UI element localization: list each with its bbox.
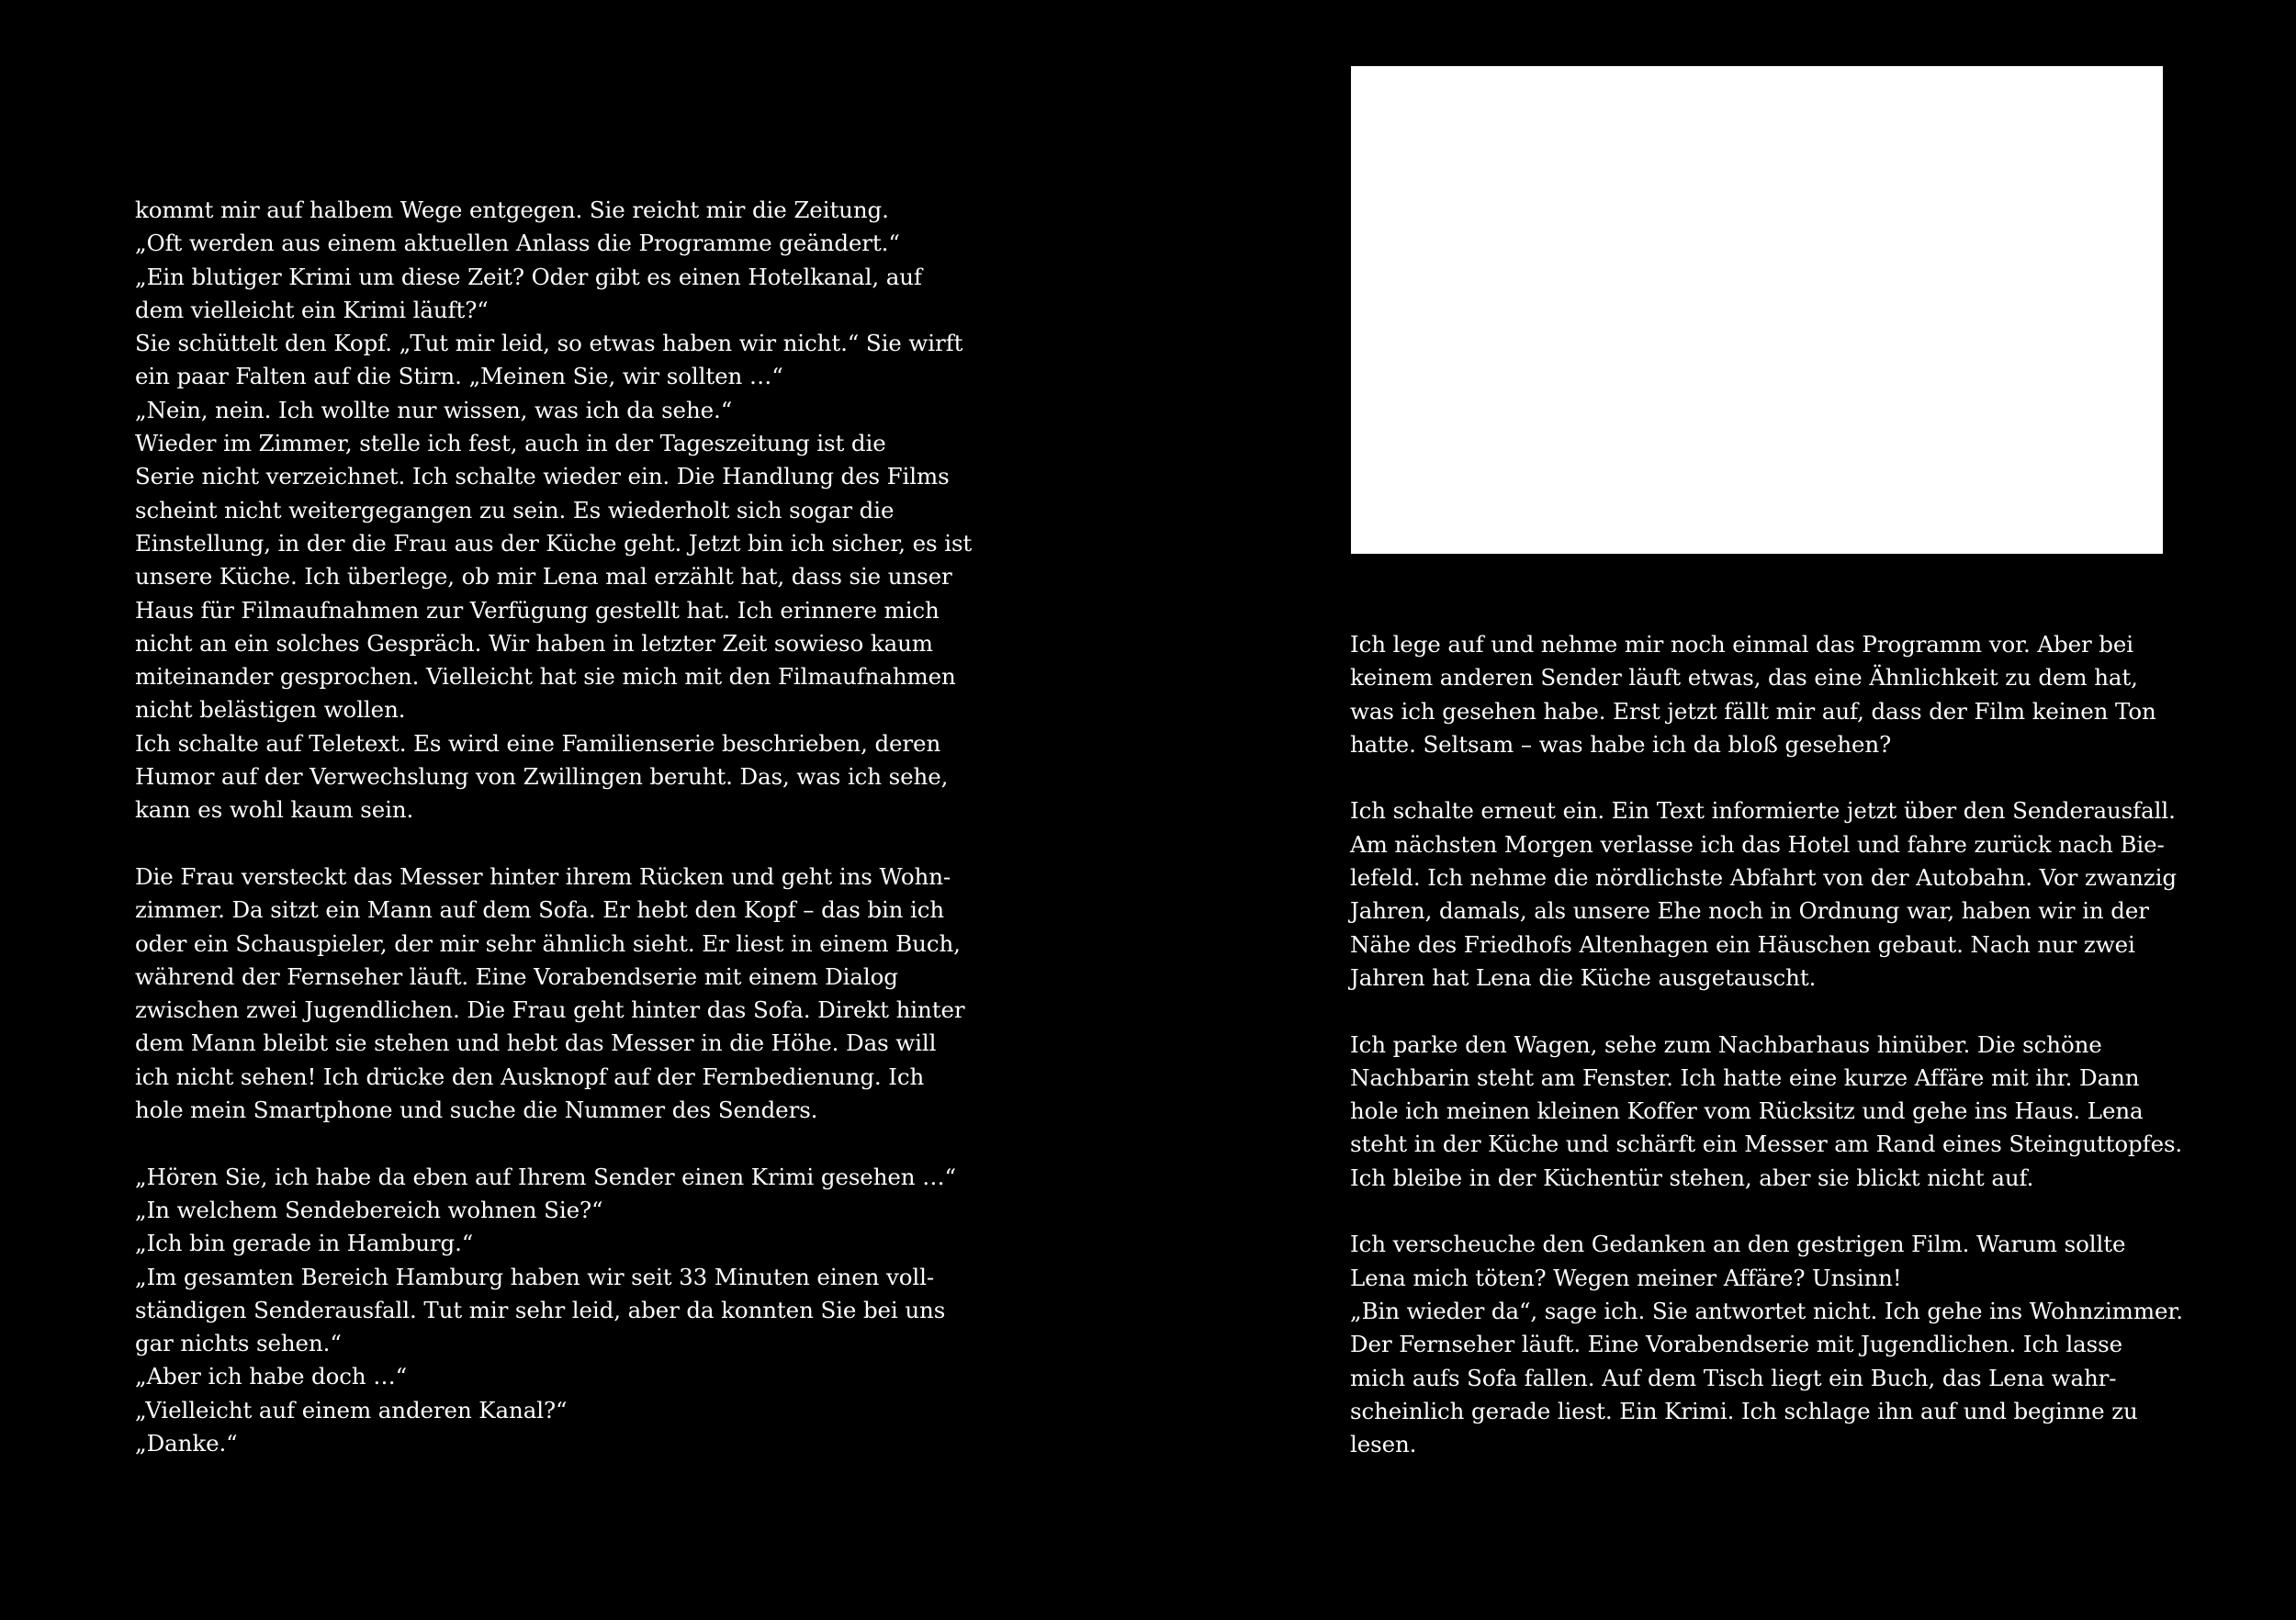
text-line: Sie schüttelt den Kopf. „Tut mir leid, so etwas haben wir nicht.“ Sie wirft [135,330,963,357]
text-line: „Bin wieder da“, sage ich. Sie antwortet nicht. Ich gehe ins Wohnzimmer. [1350,1297,2183,1324]
text-line: Jahren hat Lena die Küche ausgetauscht. [1350,963,1817,991]
text-line: „Nein, nein. Ich wollte nur wissen, was ich da sehe.“ [135,396,733,423]
text-line: Ich bleibe in der Küchentür stehen, aber sie blickt nicht auf. [1350,1164,2034,1191]
text-line: „Im gesamten Bereich Hamburg haben wir seit 33 Minuten einen voll- [135,1263,935,1290]
text-line: unsere Küche. Ich überlege, ob mir Lena mal erzählt hat, dass sie unser [135,563,952,591]
text-line: hole ich meinen kleinen Koffer vom Rücksitz und gehe ins Haus. Lena [1350,1097,2144,1125]
text-line: Humor auf der Verwechslung von Zwillingen beruht. Das, was ich sehe, [135,763,949,791]
text-line: Ich schalte auf Teletext. Es wird eine Familienserie beschrieben, deren [135,729,941,757]
text-line: was ich gesehen habe. Erst jetzt fällt mir auf, dass der Film keinen Ton [1350,697,2156,725]
text-line: scheinlich gerade liest. Ein Krimi. Ich schlage ihn auf und beginne zu [1350,1397,2138,1424]
text-line: mich aufs Sofa fallen. Auf dem Tisch liegt ein Buch, das Lena wahr- [1350,1364,2117,1391]
text-line: zimmer. Da sitzt ein Mann auf dem Sofa. Er hebt den Kopf – das bin ich [135,896,945,924]
text-line: Der Fernseher läuft. Eine Vorabendserie mit Jugendlichen. Ich lasse [1350,1331,2123,1358]
text-line: Wieder im Zimmer, stelle ich fest, auch in der Tageszeitung ist die [135,430,886,457]
text-line: Nähe des Friedhofs Altenhagen ein Häuschen gebaut. Nach nur zwei [1350,930,2135,958]
paragraph-gap [1350,1195,2177,1228]
text-line: steht in der Küche und schärft ein Messer am Rand eines Steinguttopfes. [1350,1131,2183,1158]
text-line: miteinander gesprochen. Vielleicht hat sie mich mit den Filmaufnahmen [135,663,956,691]
text-line: keinem anderen Sender läuft etwas, das eine Ähnlichkeit zu dem hat, [1350,664,2138,692]
text-line: während der Fernseher läuft. Eine Vorabendserie mit einem Dialog [135,962,898,990]
text-line: Jahren, damals, als unsere Ehe noch in Ordnung war, haben wir in der [1350,897,2149,925]
paragraph-gap [1350,761,2177,794]
text-line: zwischen zwei Jugendlichen. Die Frau geht hinter das Sofa. Direkt hinter [135,996,965,1024]
text-line: nicht an ein solches Gespräch. Wir haben in letzter Zeit sowieso kaum [135,629,933,657]
text-line: „In welchem Sendebereich wohnen Sie?“ [135,1196,603,1223]
text-line: „Hören Sie, ich habe da eben auf Ihrem Sender einen Krimi gesehen …“ [135,1163,956,1190]
text-line: gar nichts sehen.“ [135,1330,342,1357]
text-line: kommt mir auf halbem Wege entgegen. Sie reicht mir die Zeitung. [135,197,889,223]
paragraph-gap [135,1127,962,1160]
text-line: Ich parke den Wagen, sehe zum Nachbarhaus hinüber. Die schöne [1350,1030,2102,1058]
text-line: kann es wohl kaum sein. [135,796,414,824]
text-line: Ich schalte erneut ein. Ein Text informierte jetzt über den Senderausfall. [1350,797,2176,825]
text-line: Nachbarin steht am Fenster. Ich hatte eine kurze Affäre mit ihr. Dann [1350,1063,2140,1091]
paragraph-gap [135,827,962,861]
text-line: „Ich bin gerade in Hamburg.“ [135,1230,474,1257]
text-line: lesen. [1350,1431,1417,1458]
text-line: Am nächsten Morgen verlasse ich das Hotel und fahre zurück nach Bie- [1350,830,2165,858]
text-line: lefeld. Ich nehme die nördlichste Abfahrt von der Autobahn. Vor zwanzig [1350,864,2177,892]
text-line: Lena mich töten? Wegen meiner Affäre? Unsinn! [1350,1264,1902,1291]
text-line: Haus für Filmaufnahmen zur Verfügung gestellt hat. Ich erinnere mich [135,596,940,624]
text-line: oder ein Schauspieler, der mir sehr ähnlich sieht. Er liest in einem Buch, [135,929,961,957]
text-line: dem Mann bleibt sie stehen und hebt das Messer in die Höhe. Das will [135,1029,937,1057]
text-line: „Vielleicht auf einem anderen Kanal?“ [135,1396,568,1423]
text-line: Die Frau versteckt das Messer hinter ihrem Rücken und geht ins Wohn- [135,862,951,890]
text-line: ich nicht sehen! Ich drücke den Ausknopf auf der Fernbedienung. Ich [135,1063,925,1090]
left-text-column [135,194,973,1460]
text-line: Serie nicht verzeichnet. Ich schalte wieder ein. Die Handlung des Films [135,463,950,490]
text-line: Einstellung, in der die Frau aus der Küche geht. Jetzt bin ich sicher, es ist [135,529,973,557]
text-line: ein paar Falten auf die Stirn. „Meinen Sie, wir sollten …“ [135,363,783,390]
right-page [1148,0,2296,1620]
text-line: hole mein Smartphone und suche die Nummer des Senders. [135,1097,818,1124]
paragraph-gap [1350,995,2177,1028]
text-line: Ich lege auf und nehme mir noch einmal das Programm vor. Aber bei [1350,631,2134,658]
text-line: „Ein blutiger Krimi um diese Zeit? Oder gibt es einen Hotelkanal, auf [135,263,922,290]
text-line: „Oft werden aus einem aktuellen Anlass die Programme geändert.“ [135,230,900,257]
text-line: „Aber ich habe doch …“ [135,1363,408,1390]
text-line: nicht belästigen wollen. [135,696,406,724]
text-line: dem vielleicht ein Krimi läuft?“ [135,296,489,323]
text-line: ständigen Senderausfall. Tut mir sehr leid, aber da konnten Sie bei uns [135,1296,946,1323]
image-block [1351,66,2163,554]
right-text-column [1350,628,2183,1461]
text-line: hatte. Seltsam – was habe ich da bloß gesehen? [1350,730,1892,758]
text-line: Ich verscheuche den Gedanken an den gestrigen Film. Warum sollte [1350,1231,2126,1258]
text-line: „Danke.“ [135,1429,238,1457]
text-line: scheint nicht weitergegangen zu sein. Es wiederholt sich sogar die [135,496,895,523]
